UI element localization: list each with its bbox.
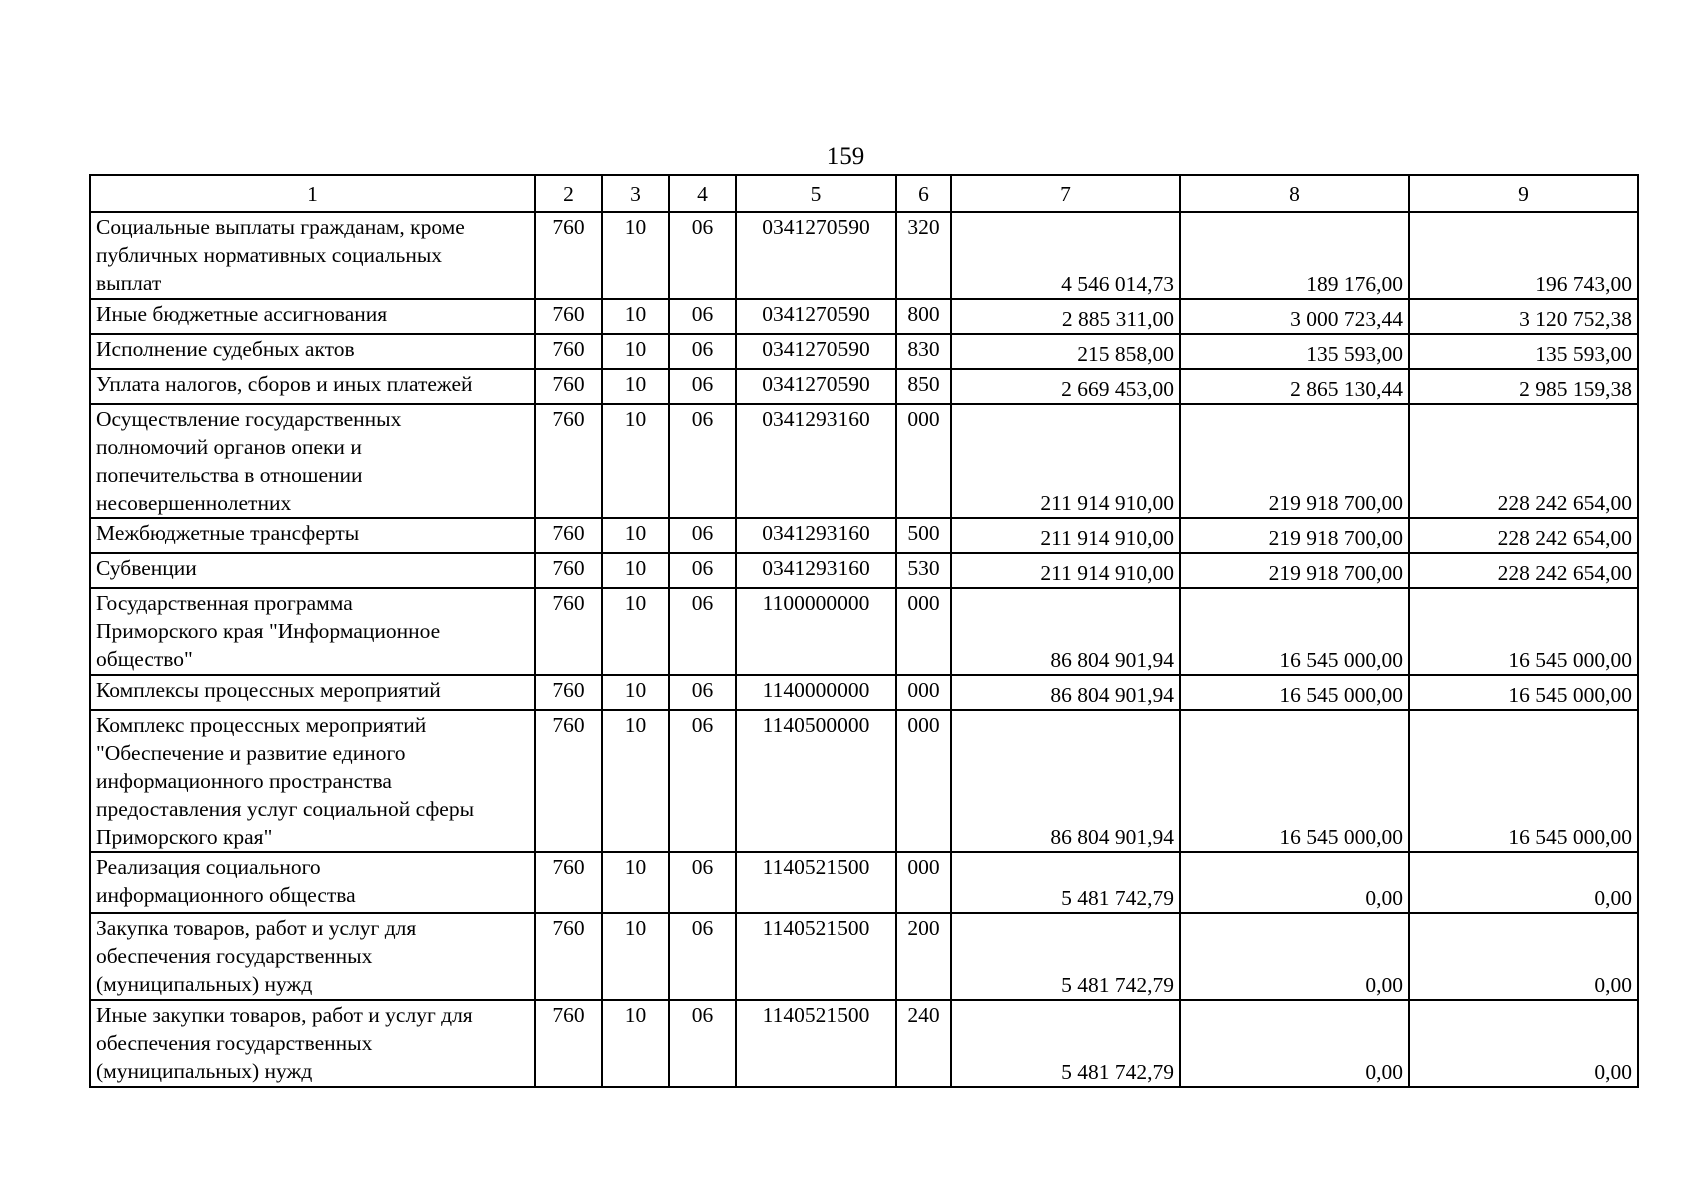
row-name: [90, 299, 535, 334]
row-amount-col8: 0,00: [1180, 852, 1409, 913]
row-name: [90, 588, 535, 675]
row-section-code: 10: [602, 553, 669, 588]
row-section-code: 10: [602, 518, 669, 553]
row-subsection-code: 06: [669, 518, 736, 553]
column-header-8: 8: [1180, 175, 1409, 212]
row-amount-col8: 16 545 000,00: [1180, 588, 1409, 675]
row-ved-code: 760: [535, 710, 602, 852]
row-section-code: 10: [602, 675, 669, 710]
row-subsection-code: 06: [669, 710, 736, 852]
row-amount-col8: 219 918 700,00: [1180, 518, 1409, 553]
row-name-line: Комплексы процессных мероприятий: [96, 678, 441, 702]
row-section-code: 10: [602, 852, 669, 913]
table-row: [90, 1000, 1638, 1087]
row-name-line: обеспечения государственных: [96, 1031, 373, 1055]
table-header-row: [90, 175, 1638, 212]
row-name-line: Государственная программа: [96, 591, 353, 615]
row-target-article: 1140521500: [736, 913, 896, 1000]
row-amount-col7: 211 914 910,00: [951, 404, 1180, 518]
row-amount-col8: 16 545 000,00: [1180, 710, 1409, 852]
row-name: [90, 852, 535, 913]
row-ved-code: 760: [535, 369, 602, 404]
table-row: [90, 212, 1638, 299]
row-name-line: Уплата налогов, сборов и иных платежей: [96, 372, 473, 396]
row-amount-col9: 3 120 752,38: [1409, 299, 1638, 334]
row-name-line: публичных нормативных социальных: [96, 243, 443, 267]
row-name-line: несовершеннолетних: [96, 491, 292, 515]
row-amount-col7: 86 804 901,94: [951, 675, 1180, 710]
row-amount-col9: 0,00: [1409, 852, 1638, 913]
row-target-article: 1140521500: [736, 852, 896, 913]
row-expense-type: 800: [896, 299, 951, 334]
row-section-code: 10: [602, 588, 669, 675]
row-section-code: 10: [602, 369, 669, 404]
row-expense-type: 500: [896, 518, 951, 553]
row-name: [90, 1000, 535, 1087]
row-name-line: Приморского края "Информационное: [96, 619, 441, 643]
column-header-7: 7: [951, 175, 1180, 212]
column-header-9: 9: [1409, 175, 1638, 212]
column-header-1: 1: [90, 175, 535, 212]
row-amount-col8: 135 593,00: [1180, 334, 1409, 369]
row-name: [90, 710, 535, 852]
row-name-line: Иные бюджетные ассигнования: [96, 302, 388, 326]
row-amount-col8: 2 865 130,44: [1180, 369, 1409, 404]
table-row: [90, 518, 1638, 553]
row-expense-type: 000: [896, 404, 951, 518]
row-name-line: предоставления услуг социальной сферы: [96, 797, 475, 821]
row-target-article: 0341270590: [736, 212, 896, 299]
row-amount-col9: 0,00: [1409, 913, 1638, 1000]
row-name-line: Исполнение судебных актов: [96, 337, 355, 361]
row-subsection-code: 06: [669, 913, 736, 1000]
table-row: [90, 913, 1638, 1000]
row-amount-col7: 5 481 742,79: [951, 1000, 1180, 1087]
row-name: [90, 518, 535, 553]
row-amount-col8: 219 918 700,00: [1180, 553, 1409, 588]
column-header-6: 6: [896, 175, 951, 212]
column-header-4: 4: [669, 175, 736, 212]
row-target-article: 1140521500: [736, 1000, 896, 1087]
row-ved-code: 760: [535, 334, 602, 369]
row-amount-col9: 228 242 654,00: [1409, 553, 1638, 588]
row-ved-code: 760: [535, 588, 602, 675]
row-ved-code: 760: [535, 553, 602, 588]
row-name: [90, 404, 535, 518]
row-amount-col7: 211 914 910,00: [951, 553, 1180, 588]
row-amount-col7: 5 481 742,79: [951, 913, 1180, 1000]
row-amount-col9: 135 593,00: [1409, 334, 1638, 369]
table-row: [90, 369, 1638, 404]
row-subsection-code: 06: [669, 212, 736, 299]
row-amount-col9: 16 545 000,00: [1409, 710, 1638, 852]
row-subsection-code: 06: [669, 675, 736, 710]
column-header-5: 5: [736, 175, 896, 212]
row-ved-code: 760: [535, 913, 602, 1000]
row-expense-type: 830: [896, 334, 951, 369]
row-target-article: 0341293160: [736, 553, 896, 588]
row-name: [90, 913, 535, 1000]
row-target-article: 0341270590: [736, 369, 896, 404]
row-name-line: Приморского края": [96, 825, 273, 849]
table-row: [90, 852, 1638, 913]
row-amount-col7: 86 804 901,94: [951, 588, 1180, 675]
row-subsection-code: 06: [669, 369, 736, 404]
row-expense-type: 240: [896, 1000, 951, 1087]
row-ved-code: 760: [535, 404, 602, 518]
row-name-line: Осуществление государственных: [96, 407, 402, 431]
row-section-code: 10: [602, 334, 669, 369]
row-amount-col7: 4 546 014,73: [951, 212, 1180, 299]
row-amount-col7: 211 914 910,00: [951, 518, 1180, 553]
row-amount-col9: 2 985 159,38: [1409, 369, 1638, 404]
table-row: [90, 710, 1638, 852]
row-expense-type: 000: [896, 588, 951, 675]
table-row: [90, 404, 1638, 518]
row-expense-type: 320: [896, 212, 951, 299]
table-row: [90, 675, 1638, 710]
row-amount-col9: 16 545 000,00: [1409, 675, 1638, 710]
row-name: [90, 334, 535, 369]
row-name-line: обеспечения государственных: [96, 944, 373, 968]
row-ved-code: 760: [535, 518, 602, 553]
row-target-article: 1100000000: [736, 588, 896, 675]
row-amount-col7: 5 481 742,79: [951, 852, 1180, 913]
row-amount-col9: 196 743,00: [1409, 212, 1638, 299]
row-amount-col8: 0,00: [1180, 1000, 1409, 1087]
row-target-article: 1140000000: [736, 675, 896, 710]
row-expense-type: 200: [896, 913, 951, 1000]
column-header-3: 3: [602, 175, 669, 212]
row-subsection-code: 06: [669, 1000, 736, 1087]
row-subsection-code: 06: [669, 404, 736, 518]
row-amount-col7: 86 804 901,94: [951, 710, 1180, 852]
row-target-article: 0341270590: [736, 299, 896, 334]
row-amount-col9: 228 242 654,00: [1409, 518, 1638, 553]
row-name: [90, 675, 535, 710]
row-expense-type: 850: [896, 369, 951, 404]
row-subsection-code: 06: [669, 299, 736, 334]
row-name-line: попечительства в отношении: [96, 463, 363, 487]
row-target-article: 0341270590: [736, 334, 896, 369]
row-name-line: Комплекс процессных мероприятий: [96, 713, 427, 737]
row-subsection-code: 06: [669, 334, 736, 369]
row-subsection-code: 06: [669, 852, 736, 913]
row-name-line: информационного общества: [96, 883, 356, 907]
table-row: [90, 334, 1638, 369]
row-section-code: 10: [602, 299, 669, 334]
row-name-line: Реализация социального: [96, 855, 321, 879]
row-name-line: Межбюджетные трансферты: [96, 521, 360, 545]
row-name-line: Социальные выплаты гражданам, кроме: [96, 215, 465, 239]
row-section-code: 10: [602, 404, 669, 518]
table-row: [90, 588, 1638, 675]
row-name-line: Закупка товаров, работ и услуг для: [96, 916, 417, 940]
page-number: 159: [826, 143, 865, 170]
row-name: [90, 369, 535, 404]
row-ved-code: 760: [535, 1000, 602, 1087]
row-ved-code: 760: [535, 852, 602, 913]
row-subsection-code: 06: [669, 588, 736, 675]
row-ved-code: 760: [535, 299, 602, 334]
row-amount-col8: 3 000 723,44: [1180, 299, 1409, 334]
row-name-line: общество": [96, 647, 193, 671]
row-section-code: 10: [602, 913, 669, 1000]
row-subsection-code: 06: [669, 553, 736, 588]
row-amount-col8: 16 545 000,00: [1180, 675, 1409, 710]
table-row: [90, 553, 1638, 588]
row-amount-col8: 189 176,00: [1180, 212, 1409, 299]
row-name-line: Субвенции: [96, 556, 197, 580]
row-target-article: 0341293160: [736, 518, 896, 553]
row-name-line: (муниципальных) нужд: [96, 1059, 313, 1083]
row-amount-col9: 16 545 000,00: [1409, 588, 1638, 675]
column-header-2: 2: [535, 175, 602, 212]
row-name-line: Иные закупки товаров, работ и услуг для: [96, 1003, 473, 1027]
row-name: [90, 212, 535, 299]
row-amount-col7: 2 669 453,00: [951, 369, 1180, 404]
row-name-line: полномочий органов опеки и: [96, 435, 362, 459]
row-name-line: выплат: [96, 271, 162, 295]
row-amount-col9: 0,00: [1409, 1000, 1638, 1087]
row-name: [90, 553, 535, 588]
row-target-article: 1140500000: [736, 710, 896, 852]
row-expense-type: 000: [896, 710, 951, 852]
row-name-line: "Обеспечение и развитие единого: [96, 741, 406, 765]
row-target-article: 0341293160: [736, 404, 896, 518]
row-section-code: 10: [602, 710, 669, 852]
row-expense-type: 530: [896, 553, 951, 588]
row-amount-col9: 228 242 654,00: [1409, 404, 1638, 518]
row-amount-col7: 2 885 311,00: [951, 299, 1180, 334]
row-expense-type: 000: [896, 675, 951, 710]
row-ved-code: 760: [535, 212, 602, 299]
row-name-line: информационного пространства: [96, 769, 392, 793]
row-section-code: 10: [602, 212, 669, 299]
row-expense-type: 000: [896, 852, 951, 913]
row-ved-code: 760: [535, 675, 602, 710]
row-name-line: (муниципальных) нужд: [96, 972, 313, 996]
row-amount-col7: 215 858,00: [951, 334, 1180, 369]
row-section-code: 10: [602, 1000, 669, 1087]
table-body: [90, 175, 1638, 1087]
budget-table: [89, 174, 1639, 1088]
row-amount-col8: 219 918 700,00: [1180, 404, 1409, 518]
table-row: [90, 299, 1638, 334]
row-amount-col8: 0,00: [1180, 913, 1409, 1000]
